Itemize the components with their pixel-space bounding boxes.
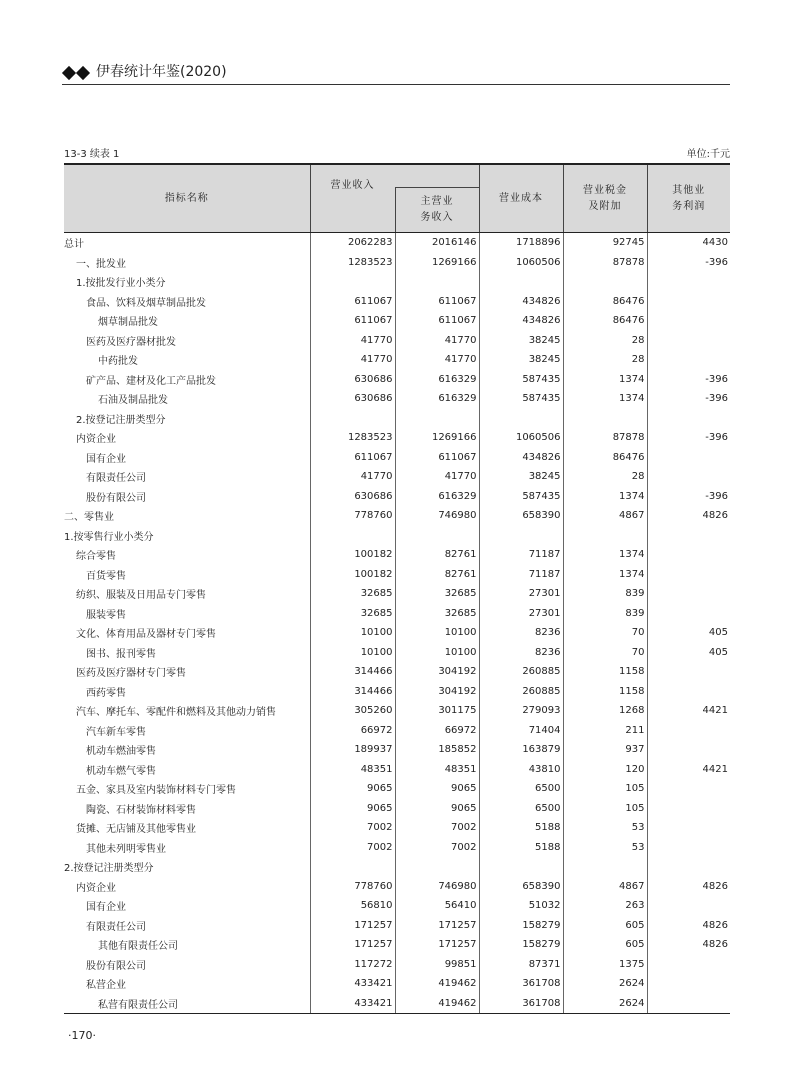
tax-cell: 120 bbox=[563, 760, 647, 780]
cost-cell: 658390 bbox=[479, 506, 563, 526]
other-profit-cell bbox=[647, 409, 730, 429]
tax-cell: 87878 bbox=[563, 253, 647, 273]
row-name-cell: 纺织、服装及日用品专门零售 bbox=[64, 584, 310, 604]
cost-cell: 87371 bbox=[479, 955, 563, 975]
tax-cell: 86476 bbox=[563, 311, 647, 331]
row-name-cell: 机动车燃气零售 bbox=[64, 760, 310, 780]
table-row bbox=[64, 428, 730, 448]
cost-cell: 658390 bbox=[479, 877, 563, 897]
cost-cell: 260885 bbox=[479, 662, 563, 682]
tax-cell: 1374 bbox=[563, 565, 647, 585]
tax-cell: 86476 bbox=[563, 448, 647, 468]
revenue-cell: 9065 bbox=[310, 779, 395, 799]
table-body bbox=[64, 233, 730, 1014]
tax-cell: 70 bbox=[563, 623, 647, 643]
revenue-cell: 1283523 bbox=[310, 428, 395, 448]
tax-cell: 1374 bbox=[563, 370, 647, 390]
tax-cell: 4867 bbox=[563, 506, 647, 526]
main-revenue-cell: 10100 bbox=[395, 623, 479, 643]
table-row bbox=[64, 409, 730, 429]
other-profit-cell bbox=[647, 721, 730, 741]
main-revenue-cell bbox=[395, 409, 479, 429]
table-row bbox=[64, 292, 730, 312]
unit-label: 单位:千元 bbox=[686, 149, 730, 160]
row-name-cell: 二、零售业 bbox=[64, 506, 310, 526]
other-profit-cell bbox=[647, 467, 730, 487]
other-profit-cell bbox=[647, 584, 730, 604]
table-row bbox=[64, 506, 730, 526]
main-revenue-cell: 41770 bbox=[395, 350, 479, 370]
revenue-cell: 171257 bbox=[310, 935, 395, 955]
tax-cell: 53 bbox=[563, 818, 647, 838]
table-row bbox=[64, 331, 730, 351]
other-profit-cell bbox=[647, 799, 730, 819]
main-revenue-cell bbox=[395, 526, 479, 546]
table-number: 13-3 续表 1 bbox=[64, 149, 120, 160]
cost-cell bbox=[479, 409, 563, 429]
tax-cell: 28 bbox=[563, 350, 647, 370]
main-revenue-cell: 1269166 bbox=[395, 428, 479, 448]
other-profit-cell bbox=[647, 448, 730, 468]
cost-cell: 587435 bbox=[479, 370, 563, 390]
revenue-cell: 778760 bbox=[310, 877, 395, 897]
tax-cell: 70 bbox=[563, 643, 647, 663]
row-name-cell: 五金、家具及室内装饰材料专门零售 bbox=[64, 779, 310, 799]
other-profit-cell bbox=[647, 272, 730, 292]
table-row bbox=[64, 799, 730, 819]
cost-cell: 51032 bbox=[479, 896, 563, 916]
cost-cell: 434826 bbox=[479, 311, 563, 331]
row-name-cell: 西药零售 bbox=[64, 682, 310, 702]
main-revenue-cell bbox=[395, 272, 479, 292]
cost-cell: 260885 bbox=[479, 682, 563, 702]
header-tax: 营业税金 及附加 bbox=[563, 164, 647, 233]
main-revenue-cell: 746980 bbox=[395, 877, 479, 897]
main-revenue-cell: 82761 bbox=[395, 565, 479, 585]
revenue-cell: 41770 bbox=[310, 350, 395, 370]
row-name-cell: 综合零售 bbox=[64, 545, 310, 565]
header-cost: 营业成本 bbox=[479, 164, 563, 233]
revenue-cell: 778760 bbox=[310, 506, 395, 526]
table-row bbox=[64, 545, 730, 565]
row-name-cell: 医药及医疗器材专门零售 bbox=[64, 662, 310, 682]
row-name-cell: 烟草制品批发 bbox=[64, 311, 310, 331]
main-revenue-cell: 419462 bbox=[395, 974, 479, 994]
revenue-cell: 9065 bbox=[310, 799, 395, 819]
table-row bbox=[64, 350, 730, 370]
row-name-cell: 石油及制品批发 bbox=[64, 389, 310, 409]
main-revenue-cell: 9065 bbox=[395, 799, 479, 819]
main-revenue-cell: 616329 bbox=[395, 389, 479, 409]
row-name-cell: 内资企业 bbox=[64, 428, 310, 448]
revenue-cell: 7002 bbox=[310, 838, 395, 858]
revenue-cell: 314466 bbox=[310, 682, 395, 702]
revenue-cell: 117272 bbox=[310, 955, 395, 975]
revenue-cell: 66972 bbox=[310, 721, 395, 741]
cost-cell: 8236 bbox=[479, 643, 563, 663]
other-profit-cell: 4421 bbox=[647, 760, 730, 780]
other-profit-cell bbox=[647, 545, 730, 565]
table-row bbox=[64, 682, 730, 702]
header-indicator-name: 指标名称 bbox=[64, 164, 310, 233]
main-revenue-cell: 48351 bbox=[395, 760, 479, 780]
table-row bbox=[64, 994, 730, 1014]
tax-cell: 86476 bbox=[563, 292, 647, 312]
tax-cell: 28 bbox=[563, 467, 647, 487]
revenue-cell: 433421 bbox=[310, 974, 395, 994]
cost-cell: 158279 bbox=[479, 935, 563, 955]
revenue-cell: 100182 bbox=[310, 545, 395, 565]
yearbook-title: 伊春统计年鉴(2020) bbox=[96, 64, 227, 80]
revenue-cell: 305260 bbox=[310, 701, 395, 721]
row-name-cell: 2.按登记注册类型分 bbox=[64, 857, 310, 877]
revenue-cell: 10100 bbox=[310, 623, 395, 643]
tax-cell bbox=[563, 272, 647, 292]
header-revenue: 营业收入 bbox=[310, 164, 479, 188]
tax-cell: 1374 bbox=[563, 389, 647, 409]
revenue-cell: 10100 bbox=[310, 643, 395, 663]
other-profit-cell bbox=[647, 955, 730, 975]
other-profit-cell bbox=[647, 526, 730, 546]
other-profit-cell: -396 bbox=[647, 389, 730, 409]
other-profit-cell: -396 bbox=[647, 253, 730, 273]
revenue-cell: 611067 bbox=[310, 311, 395, 331]
row-name-cell: 国有企业 bbox=[64, 448, 310, 468]
cost-cell: 27301 bbox=[479, 604, 563, 624]
main-revenue-cell: 7002 bbox=[395, 818, 479, 838]
table-row bbox=[64, 818, 730, 838]
row-name-cell: 股份有限公司 bbox=[64, 955, 310, 975]
statistics-table bbox=[64, 163, 730, 1014]
other-profit-cell bbox=[647, 974, 730, 994]
other-profit-cell bbox=[647, 682, 730, 702]
revenue-cell: 56810 bbox=[310, 896, 395, 916]
cost-cell: 1060506 bbox=[479, 428, 563, 448]
revenue-cell: 171257 bbox=[310, 916, 395, 936]
main-revenue-cell: 99851 bbox=[395, 955, 479, 975]
revenue-cell: 611067 bbox=[310, 448, 395, 468]
other-profit-cell bbox=[647, 838, 730, 858]
tax-cell: 1158 bbox=[563, 662, 647, 682]
row-name-cell: 文化、体育用品及器材专门零售 bbox=[64, 623, 310, 643]
row-name-cell: 其他有限责任公司 bbox=[64, 935, 310, 955]
revenue-cell: 314466 bbox=[310, 662, 395, 682]
other-profit-cell bbox=[647, 292, 730, 312]
row-name-cell: 1.按批发行业小类分 bbox=[64, 272, 310, 292]
table-row bbox=[64, 662, 730, 682]
main-revenue-cell: 616329 bbox=[395, 487, 479, 507]
cost-cell: 43810 bbox=[479, 760, 563, 780]
main-revenue-cell: 66972 bbox=[395, 721, 479, 741]
revenue-cell: 1283523 bbox=[310, 253, 395, 273]
revenue-cell: 41770 bbox=[310, 467, 395, 487]
table-row bbox=[64, 896, 730, 916]
main-revenue-cell: 41770 bbox=[395, 467, 479, 487]
row-name-cell: 私营企业 bbox=[64, 974, 310, 994]
table-row bbox=[64, 311, 730, 331]
cost-cell: 163879 bbox=[479, 740, 563, 760]
tax-cell: 1158 bbox=[563, 682, 647, 702]
tax-cell: 839 bbox=[563, 604, 647, 624]
main-revenue-cell: 611067 bbox=[395, 311, 479, 331]
row-name-cell: 私营有限责任公司 bbox=[64, 994, 310, 1014]
revenue-cell: 48351 bbox=[310, 760, 395, 780]
table-row bbox=[64, 955, 730, 975]
tax-cell: 92745 bbox=[563, 233, 647, 253]
cost-cell: 71187 bbox=[479, 545, 563, 565]
main-revenue-cell: 616329 bbox=[395, 370, 479, 390]
tax-cell: 263 bbox=[563, 896, 647, 916]
revenue-cell: 189937 bbox=[310, 740, 395, 760]
tax-cell: 839 bbox=[563, 584, 647, 604]
cost-cell: 587435 bbox=[479, 487, 563, 507]
tax-cell: 605 bbox=[563, 935, 647, 955]
row-name-cell: 食品、饮料及烟草制品批发 bbox=[64, 292, 310, 312]
revenue-cell: 611067 bbox=[310, 292, 395, 312]
other-profit-cell bbox=[647, 994, 730, 1014]
cost-cell: 5188 bbox=[479, 818, 563, 838]
row-name-cell: 陶瓷、石材装饰材料零售 bbox=[64, 799, 310, 819]
diamond-bullet-icon bbox=[76, 66, 90, 80]
main-revenue-cell: 2016146 bbox=[395, 233, 479, 253]
other-profit-cell: 4826 bbox=[647, 506, 730, 526]
main-revenue-cell: 9065 bbox=[395, 779, 479, 799]
cost-cell: 6500 bbox=[479, 799, 563, 819]
table-row bbox=[64, 838, 730, 858]
other-profit-cell: 4826 bbox=[647, 877, 730, 897]
cost-cell: 5188 bbox=[479, 838, 563, 858]
other-profit-cell bbox=[647, 818, 730, 838]
other-profit-cell: 4421 bbox=[647, 701, 730, 721]
revenue-cell bbox=[310, 526, 395, 546]
revenue-cell bbox=[310, 409, 395, 429]
tax-cell: 2624 bbox=[563, 974, 647, 994]
cost-cell bbox=[479, 272, 563, 292]
main-revenue-cell: 171257 bbox=[395, 935, 479, 955]
tax-cell: 87878 bbox=[563, 428, 647, 448]
header-rule bbox=[62, 84, 730, 85]
main-revenue-cell: 185852 bbox=[395, 740, 479, 760]
header-other-profit: 其他业 务利润 bbox=[647, 164, 730, 233]
revenue-cell bbox=[310, 857, 395, 877]
tax-cell bbox=[563, 409, 647, 429]
tax-cell: 53 bbox=[563, 838, 647, 858]
cost-cell: 1718896 bbox=[479, 233, 563, 253]
cost-cell bbox=[479, 526, 563, 546]
table-row bbox=[64, 779, 730, 799]
main-revenue-cell: 41770 bbox=[395, 331, 479, 351]
other-profit-cell: -396 bbox=[647, 428, 730, 448]
cost-cell: 27301 bbox=[479, 584, 563, 604]
row-name-cell: 货摊、无店铺及其他零售业 bbox=[64, 818, 310, 838]
table-row bbox=[64, 604, 730, 624]
row-name-cell: 有限责任公司 bbox=[64, 467, 310, 487]
tax-cell: 937 bbox=[563, 740, 647, 760]
other-profit-cell bbox=[647, 857, 730, 877]
header-main-revenue: 主营业 务收入 bbox=[395, 188, 479, 233]
revenue-cell: 41770 bbox=[310, 331, 395, 351]
revenue-cell: 630686 bbox=[310, 370, 395, 390]
tax-cell: 1374 bbox=[563, 545, 647, 565]
table-row bbox=[64, 584, 730, 604]
other-profit-cell bbox=[647, 662, 730, 682]
cost-cell: 434826 bbox=[479, 448, 563, 468]
tax-cell: 605 bbox=[563, 916, 647, 936]
row-name-cell: 服装零售 bbox=[64, 604, 310, 624]
table-row bbox=[64, 760, 730, 780]
running-head bbox=[62, 62, 730, 84]
main-revenue-cell: 82761 bbox=[395, 545, 479, 565]
revenue-cell bbox=[310, 272, 395, 292]
other-profit-cell bbox=[647, 311, 730, 331]
main-revenue-cell: 171257 bbox=[395, 916, 479, 936]
revenue-cell: 630686 bbox=[310, 487, 395, 507]
cost-cell: 279093 bbox=[479, 701, 563, 721]
table-row bbox=[64, 565, 730, 585]
row-name-cell: 内资企业 bbox=[64, 877, 310, 897]
other-profit-cell: -396 bbox=[647, 487, 730, 507]
diamond-bullet-icon bbox=[62, 66, 76, 80]
tax-cell: 1268 bbox=[563, 701, 647, 721]
main-revenue-cell: 746980 bbox=[395, 506, 479, 526]
main-revenue-cell: 611067 bbox=[395, 448, 479, 468]
row-name-cell: 股份有限公司 bbox=[64, 487, 310, 507]
cost-cell: 587435 bbox=[479, 389, 563, 409]
tax-cell: 2624 bbox=[563, 994, 647, 1014]
revenue-cell: 32685 bbox=[310, 584, 395, 604]
header-revenue-spacer bbox=[310, 188, 395, 233]
table-row bbox=[64, 253, 730, 273]
main-revenue-cell bbox=[395, 857, 479, 877]
main-revenue-cell: 301175 bbox=[395, 701, 479, 721]
table-row bbox=[64, 701, 730, 721]
table-row bbox=[64, 740, 730, 760]
revenue-cell: 100182 bbox=[310, 565, 395, 585]
cost-cell: 1060506 bbox=[479, 253, 563, 273]
table-row bbox=[64, 623, 730, 643]
cost-cell: 71187 bbox=[479, 565, 563, 585]
cost-cell: 361708 bbox=[479, 994, 563, 1014]
row-name-cell: 医药及医疗器材批发 bbox=[64, 331, 310, 351]
table-row bbox=[64, 721, 730, 741]
table-row bbox=[64, 916, 730, 936]
other-profit-cell: 4826 bbox=[647, 935, 730, 955]
table-row bbox=[64, 877, 730, 897]
cost-cell bbox=[479, 857, 563, 877]
revenue-cell: 7002 bbox=[310, 818, 395, 838]
cost-cell: 158279 bbox=[479, 916, 563, 936]
cost-cell: 434826 bbox=[479, 292, 563, 312]
row-name-cell: 矿产品、建材及化工产品批发 bbox=[64, 370, 310, 390]
table-row bbox=[64, 233, 730, 253]
table-row bbox=[64, 370, 730, 390]
other-profit-cell bbox=[647, 350, 730, 370]
table-row bbox=[64, 974, 730, 994]
cost-cell: 38245 bbox=[479, 331, 563, 351]
other-profit-cell: 4430 bbox=[647, 233, 730, 253]
table-row bbox=[64, 935, 730, 955]
main-revenue-cell: 1269166 bbox=[395, 253, 479, 273]
row-name-cell: 机动车燃油零售 bbox=[64, 740, 310, 760]
table-row bbox=[64, 448, 730, 468]
revenue-cell: 2062283 bbox=[310, 233, 395, 253]
row-name-cell: 汽车、摩托车、零配件和燃料及其他动力销售 bbox=[64, 701, 310, 721]
other-profit-cell: 4826 bbox=[647, 916, 730, 936]
revenue-cell: 433421 bbox=[310, 994, 395, 1014]
revenue-cell: 630686 bbox=[310, 389, 395, 409]
main-revenue-cell: 32685 bbox=[395, 604, 479, 624]
cost-cell: 6500 bbox=[479, 779, 563, 799]
tax-cell: 1375 bbox=[563, 955, 647, 975]
other-profit-cell: 405 bbox=[647, 623, 730, 643]
table-row bbox=[64, 272, 730, 292]
main-revenue-cell: 32685 bbox=[395, 584, 479, 604]
table-row bbox=[64, 526, 730, 546]
main-revenue-cell: 611067 bbox=[395, 292, 479, 312]
row-name-cell: 其他未列明零售业 bbox=[64, 838, 310, 858]
main-revenue-cell: 7002 bbox=[395, 838, 479, 858]
cost-cell: 361708 bbox=[479, 974, 563, 994]
row-name-cell: 1.按零售行业小类分 bbox=[64, 526, 310, 546]
other-profit-cell bbox=[647, 565, 730, 585]
row-name-cell: 百货零售 bbox=[64, 565, 310, 585]
tax-cell: 105 bbox=[563, 779, 647, 799]
table-row bbox=[64, 389, 730, 409]
cost-cell: 71404 bbox=[479, 721, 563, 741]
page-number: ·170· bbox=[68, 1029, 96, 1042]
tax-cell: 105 bbox=[563, 799, 647, 819]
row-name-cell: 中药批发 bbox=[64, 350, 310, 370]
other-profit-cell bbox=[647, 604, 730, 624]
row-name-cell: 2.按登记注册类型分 bbox=[64, 409, 310, 429]
tax-cell: 1374 bbox=[563, 487, 647, 507]
cost-cell: 38245 bbox=[479, 467, 563, 487]
table-row bbox=[64, 643, 730, 663]
main-revenue-cell: 304192 bbox=[395, 682, 479, 702]
revenue-cell: 32685 bbox=[310, 604, 395, 624]
other-profit-cell: -396 bbox=[647, 370, 730, 390]
main-revenue-cell: 56410 bbox=[395, 896, 479, 916]
row-name-cell: 图书、报刊零售 bbox=[64, 643, 310, 663]
tax-cell: 4867 bbox=[563, 877, 647, 897]
table-row bbox=[64, 467, 730, 487]
row-name-cell: 总计 bbox=[64, 233, 310, 253]
other-profit-cell bbox=[647, 896, 730, 916]
cost-cell: 38245 bbox=[479, 350, 563, 370]
tax-cell: 211 bbox=[563, 721, 647, 741]
table-row bbox=[64, 487, 730, 507]
tax-cell bbox=[563, 857, 647, 877]
row-name-cell: 有限责任公司 bbox=[64, 916, 310, 936]
main-revenue-cell: 304192 bbox=[395, 662, 479, 682]
other-profit-cell bbox=[647, 331, 730, 351]
row-name-cell: 汽车新车零售 bbox=[64, 721, 310, 741]
row-name-cell: 国有企业 bbox=[64, 896, 310, 916]
other-profit-cell: 405 bbox=[647, 643, 730, 663]
tax-cell bbox=[563, 526, 647, 546]
other-profit-cell bbox=[647, 740, 730, 760]
table-row bbox=[64, 857, 730, 877]
row-name-cell: 一、批发业 bbox=[64, 253, 310, 273]
tax-cell: 28 bbox=[563, 331, 647, 351]
main-revenue-cell: 419462 bbox=[395, 994, 479, 1014]
other-profit-cell bbox=[647, 779, 730, 799]
cost-cell: 8236 bbox=[479, 623, 563, 643]
main-revenue-cell: 10100 bbox=[395, 643, 479, 663]
